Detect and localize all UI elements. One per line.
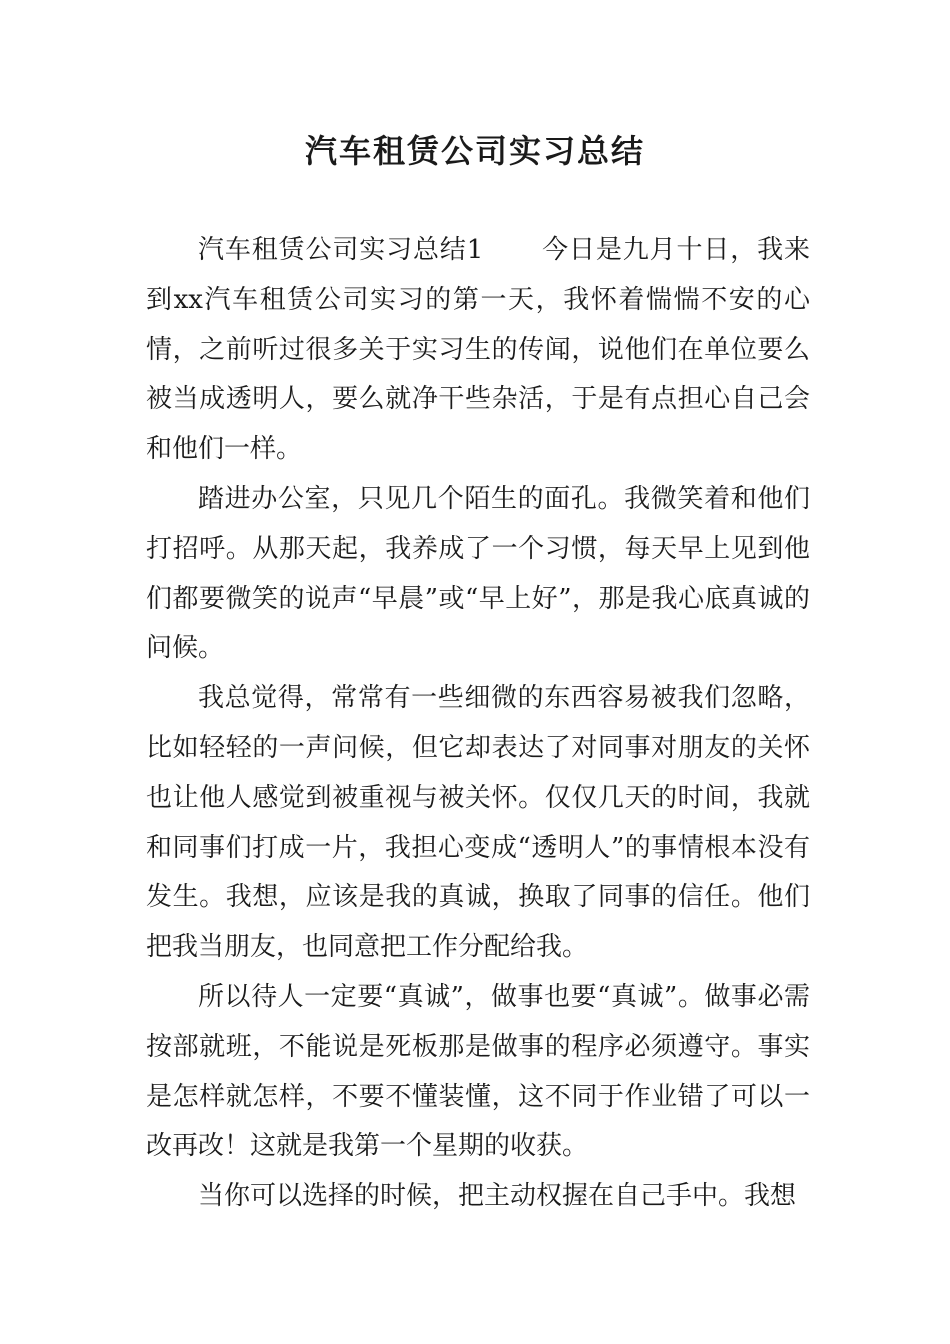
paragraph-5: 当你可以选择的时候，把主动权握在自己手中。我想: [198, 1181, 797, 1212]
paragraph-3: 我总觉得，常常有一些细微的东西容易被我们忽略，比如轻轻的一声问候，但它却表达了对同事对朋友的关怀也让他人感觉到被重视与被关怀。仅仅几天的时间，我就和同事们打成一片，我担心变成“透明人”的事情根本没有发生。我想，应该是我的真诚，换取了同事的信任。他们把我当朋友，也同意把工作分配给我。: [146, 683, 810, 963]
document-body: [146, 226, 810, 1222]
paragraph-4: 所以待人一定要“真诚”，做事也要“真诚”。做事必需按部就班，不能说是死板那是做事的程序必须遵守。事实是怎样就怎样，不要不懂装懂，这不同于作业错了可以一改再改！这就是我第一个星期的收获。: [146, 981, 810, 1162]
paragraph-1: [146, 226, 810, 475]
document-title: 汽车租赁公司实习总结: [304, 132, 645, 170]
section-heading: 汽车租赁公司实习总结1: [198, 235, 484, 265]
paragraph-text: 今日是九月十日，我来到xx汽车租赁公司实习的第一天，我怀着惴惴不安的心情，之前听过很多关于实习生的传闻，说他们在单位要么被当成透明人，要么就净干些杂活，于是有点担心自己会和他们一样。: [146, 235, 810, 465]
paragraph-2: 踏进办公室，只见几个陌生的面孔。我微笑着和他们打招呼。从那天起，我养成了一个习惯，每天早上见到他们都要微笑的说声“早晨”或“早上好”，那是我心底真诚的问候。: [146, 483, 810, 664]
